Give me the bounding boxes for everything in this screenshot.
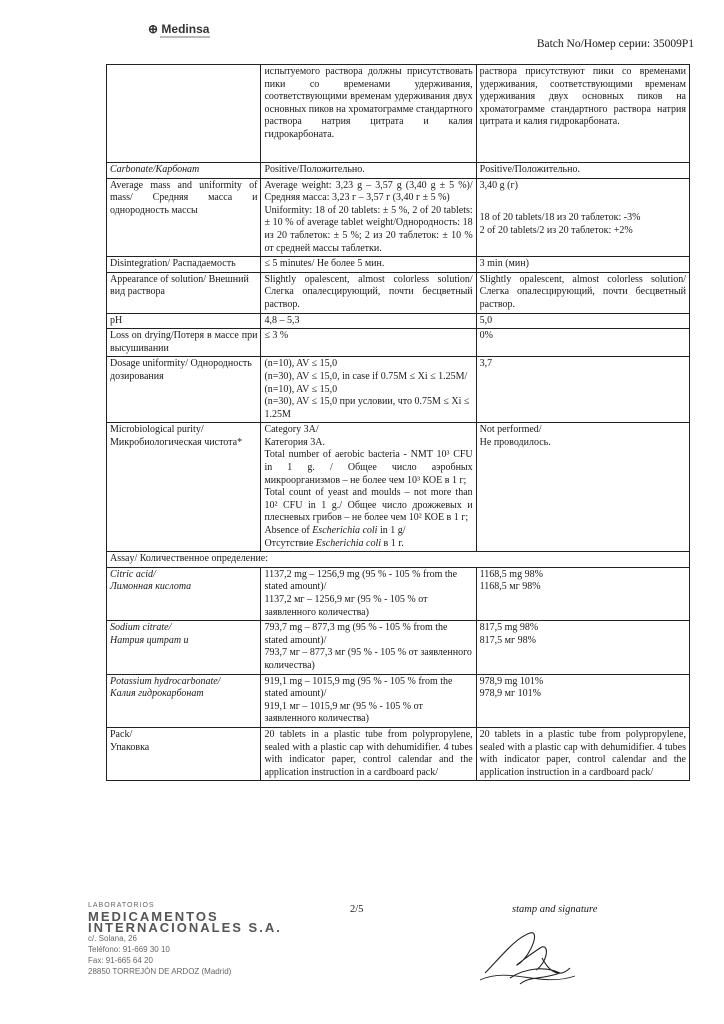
spec-cell: Slightly opalescent, almost colorless solution/ Слегка опалесцирующий, почти бесцветный раствор. <box>261 272 476 313</box>
spec-cell: 1137,2 mg – 1256,9 mg (95 % - 105 % from the stated amount)/ 1137,2 мг – 1256,9 мг (95 % - 105 % от заявленного количества) <box>261 567 476 620</box>
parameter-name: pH <box>107 313 261 329</box>
table-row <box>107 727 690 780</box>
page-number: 2/5 <box>350 904 364 915</box>
spec-cell: 20 tablets in a plastic tube from polypropylene, sealed with a plastic cap with dehumidifier. 4 tubes with indicator paper, control calendar and the application instruction in a cardboard pack/ <box>261 727 476 780</box>
stamp-label: stamp and signature <box>512 904 598 915</box>
result-cell: 3,40 g (г) 18 of 20 tablets/18 из 20 таблеток: -3% 2 of 20 tablets/2 из 20 таблеток: +2% <box>476 178 689 257</box>
logo-tagline-line <box>160 36 210 38</box>
table-row <box>107 621 690 674</box>
table-row <box>107 178 690 257</box>
result-cell: Not performed/ Не проводилось. <box>476 423 689 552</box>
spec-cell: Category 3A/ Категория 3А. Total number of aerobic bacteria - NMT 10³ CFU in 1 g. / Общее число аэробных микроорганизмов – не более чем 10³ КОЕ в 1 г; Total count of yeast and moulds – not more than 10² CFU in 1 g./ Общее число дрожжевых и плесневых грибов – не более чем 10² КОЕ в 1 г; Absence of Escherichia coli in 1 g/ Отсутствие Escherichia coli в 1 г. <box>261 423 476 552</box>
company-stamp: LABORATORIOS MEDICAMENTOS INTERNACIONALES S.A. c/. Solana, 26 Teléfono: 91-669 30 10 Fax: 91-665 64 20 28850 TORREJÓN DE ARDOZ (Madrid) <box>88 902 282 976</box>
spec-cell: Positive/Положительно. <box>261 163 476 179</box>
logo-mark-icon: ⊕ <box>148 22 159 36</box>
spec-cell: 4,8 – 5,3 <box>261 313 476 329</box>
company-logo <box>148 22 209 36</box>
parameter-name: Carbonate/Карбонат <box>107 163 261 179</box>
signature-icon <box>470 918 580 993</box>
spec-cell: Average weight: 3,23 g – 3,57 g (3,40 g ± 5 %)/Средняя масса: 3,23 г – 3,57 г (3,40 г ± 5 %) Uniformity: 18 of 20 tablets: ± 5 %, 2 of 20 tablets: ± 10 % of average tablet weight/Однородность: 18 из 20 таблеток: ± 5 %; 2 из 20 таблеток: ± 10 % от средней массы таблетки. <box>261 178 476 257</box>
result-cell: Positive/Положительно. <box>476 163 689 179</box>
spec-cell: испытуемого раствора должны присутствовать пики со временами удерживания, соответствующими временам удерживания двух основных пиков на хроматограмме стандартного раствора натрия цитрата и калия гидрокарбоната. <box>261 65 476 163</box>
parameter-name: Pack/ Упаковка <box>107 727 261 780</box>
spec-cell: ≤ 3 % <box>261 329 476 357</box>
parameter-name: Dosage uniformity/ Однородность дозирования <box>107 357 261 423</box>
spec-cell: (n=10), AV ≤ 15,0 (n=30), AV ≤ 15,0, in case if 0.75M ≤ Xi ≤ 1.25M/ (n=10), AV ≤ 15,0 (n=30), AV ≤ 15,0 при условии, что 0.75M ≤ Xi ≤ 1.25M <box>261 357 476 423</box>
spec-cell: 793,7 mg – 877,3 mg (95 % - 105 % from the stated amount)/ 793,7 мг – 877,3 мг (95 % - 105 % от заявленного количества) <box>261 621 476 674</box>
result-cell: 3 min (мин) <box>476 257 689 273</box>
result-cell: 3,7 <box>476 357 689 423</box>
result-cell: 0% <box>476 329 689 357</box>
spec-cell: ≤ 5 minutes/ Не более 5 мин. <box>261 257 476 273</box>
table-row <box>107 423 690 552</box>
logo-text: Medinsa <box>161 22 210 36</box>
parameter-name: Average mass and uniformity of mass/ Средняя масса и однородность массы <box>107 178 261 257</box>
result-cell: 20 tablets in a plastic tube from polypropylene, sealed with a plastic cap with dehumidifier. 4 tubes with indicator paper, control calendar and the application instruction in a cardboard pack/ <box>476 727 689 780</box>
table-row <box>107 313 690 329</box>
result-cell: 5,0 <box>476 313 689 329</box>
table-row <box>107 357 690 423</box>
result-cell: 1168,5 mg 98% 1168,5 мг 98% <box>476 567 689 620</box>
result-cell: раствора присутствуют пики со временами удерживания, соответствующими временам удерживания двух основных пиков на хроматограмме стандартного раствора натрия цитрата и калия гидрокарбоната. <box>476 65 689 163</box>
result-cell: Slightly opalescent, almost colorless solution/ Слегка опалесцирующий, почти бесцветный раствор. <box>476 272 689 313</box>
parameter-name: Disintegration/ Распадаемость <box>107 257 261 273</box>
table-row <box>107 257 690 273</box>
parameter-name: Sodium citrate/ Натрия цитрат и <box>107 621 261 674</box>
table-row <box>107 552 690 568</box>
assay-heading: Assay/ Количественное определение: <box>107 552 690 568</box>
table-row <box>107 163 690 179</box>
spec-cell: 919,1 mg – 1015,9 mg (95 % - 105 % from the stated amount)/ 919,1 мг – 1015,9 мг (95 % - 105 % от заявленного количества) <box>261 674 476 727</box>
parameter-name: Potassium hydrocarbonate/ Калия гидрокарбонат <box>107 674 261 727</box>
parameter-name: Appearance of solution/ Внешний вид раствора <box>107 272 261 313</box>
result-cell: 978,9 mg 101% 978,9 мг 101% <box>476 674 689 727</box>
batch-number: Batch No/Номер серии: 35009P1 <box>536 38 694 50</box>
table-row <box>107 272 690 313</box>
table-row <box>107 567 690 620</box>
parameter-name: Loss on drying/Потеря в массе при высушивании <box>107 329 261 357</box>
parameter-name: Citric acid/ Лимонная кислота <box>107 567 261 620</box>
table-row <box>107 674 690 727</box>
table-row <box>107 329 690 357</box>
result-cell: 817,5 mg 98% 817,5 мг 98% <box>476 621 689 674</box>
table-row <box>107 65 690 163</box>
parameter-name: Microbiological purity/ Микробиологическая чистота* <box>107 423 261 552</box>
specification-table <box>106 64 690 781</box>
